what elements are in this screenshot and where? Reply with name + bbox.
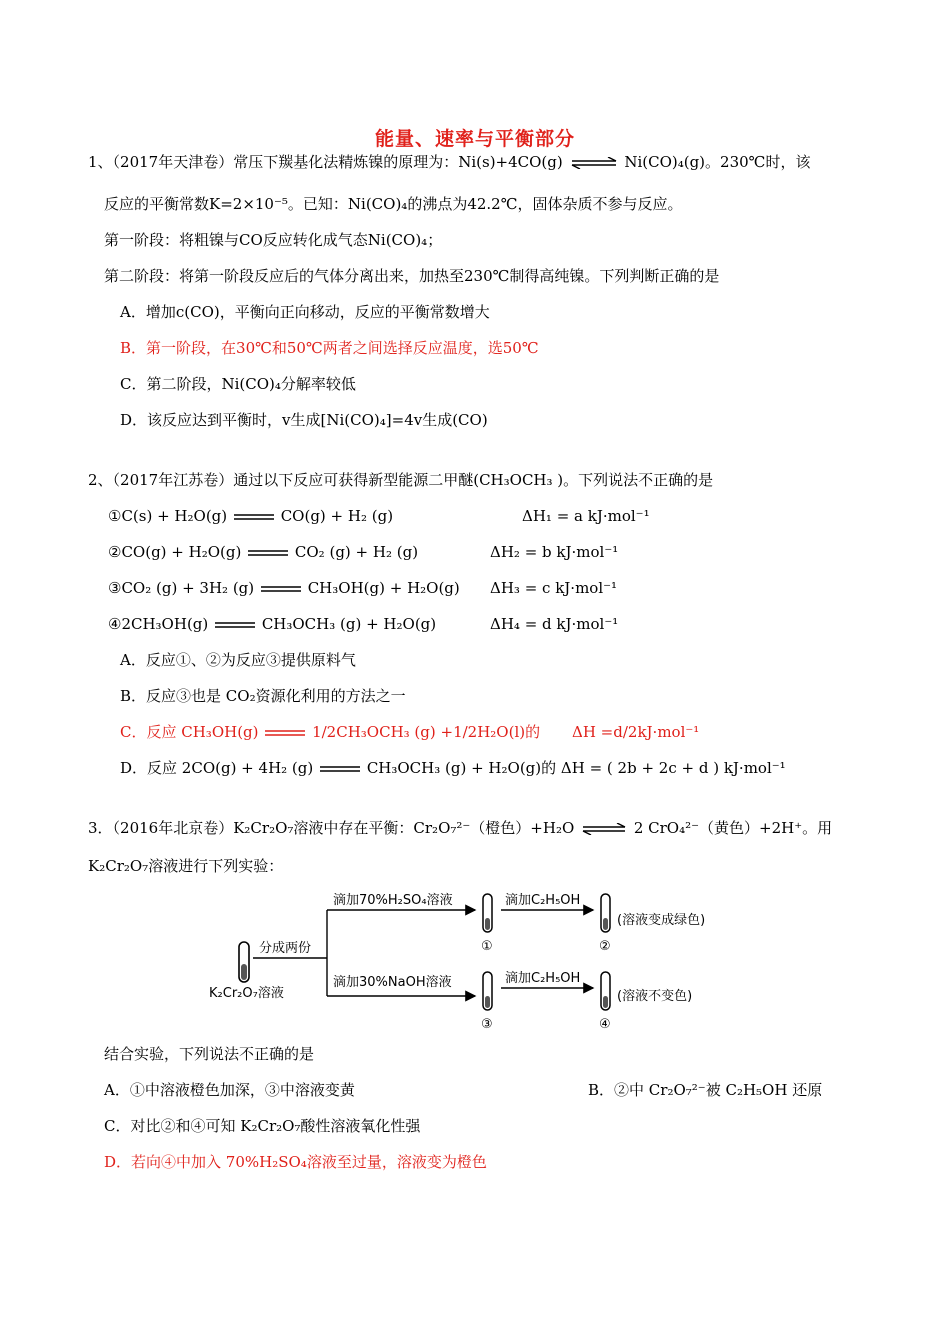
equilibrium-arrow-icon [568, 157, 620, 169]
source-label: K₂Cr₂O₇溶液 [209, 986, 284, 1001]
q3-option-a: A．①中溶液橙色加深，③中溶液变黄 [104, 1081, 355, 1099]
q1-option-b-answer: B．第一阶段，在30℃和50℃两者之间选择反应温度，选50℃ [120, 339, 539, 357]
experiment-diagram [205, 884, 745, 1032]
equals-arrow-icon [246, 548, 290, 558]
q2-c-dh: ΔH =d/2kJ·mol⁻¹ [572, 723, 700, 741]
tube-1-icon [483, 894, 492, 932]
tube-3-icon [483, 972, 492, 1010]
top-result-note: (溶液变成绿色) [617, 913, 706, 928]
q1-option-d: D．该反应达到平衡时，v生成[Ni(CO)₄]=4v生成(CO) [120, 411, 488, 429]
tube-4-icon [601, 972, 610, 1010]
page-title: 能量、速率与平衡部分 [374, 128, 575, 150]
equals-arrow-icon [259, 584, 303, 594]
q2-reaction-3 [108, 578, 460, 598]
q3-option-b: B．②中 Cr₂O₇²⁻被 C₂H₅OH 还原 [588, 1081, 823, 1099]
q3-option-c: C．对比②和④可知 K₂Cr₂O₇酸性溶液氧化性强 [104, 1117, 421, 1135]
top-reagent-label: 滴加70%H₂SO₄溶液 [333, 893, 453, 908]
q2-r4-reactants: ④2CH₃OH(g) [108, 615, 209, 633]
q1-line-1-end: Ni(CO)₄(g)。230℃时，该 [624, 153, 811, 171]
q1-stage-2: 第二阶段：将第一阶段反应后的气体分离出来，加热至230℃制得高纯镍。下列判断正确的是 [104, 267, 720, 285]
q3-line-1 [88, 818, 832, 838]
q3-line-1-start: 3．（2016年北京卷）K₂Cr₂O₇溶液中存在平衡：Cr₂O₇²⁻（橙色）+H₂O [88, 819, 575, 837]
equals-arrow-icon [318, 764, 362, 774]
equals-arrow-icon [263, 728, 307, 738]
q2-dh-2: ΔH₂ = b kJ·mol⁻¹ [490, 543, 619, 561]
q3-line-1-end: 2 CrO₄²⁻（黄色）+2H⁺。用 [633, 819, 833, 837]
tube-2-icon [601, 894, 610, 932]
bottom-ethanol-label: 滴加C₂H₅OH [505, 971, 581, 986]
q1-line-1 [88, 152, 810, 172]
tube-4-label: ④ [599, 1017, 611, 1032]
q2-r2-products: CO₂ (g) + H₂ (g) [294, 543, 419, 561]
q1-option-a: A．增加c(CO)，平衡向正向移动，反应的平衡常数增大 [120, 303, 490, 321]
q2-r1-products: CO(g) + H₂ (g) [280, 507, 394, 525]
split-label: 分成两份 [259, 941, 312, 956]
top-ethanol-label: 滴加C₂H₅OH [505, 893, 581, 908]
q2-r4-products: CH₃OCH₃ (g) + H₂O(g) [261, 615, 437, 633]
q2-reaction-1 [108, 506, 393, 526]
bottom-result-note: (溶液不变色) [617, 989, 693, 1004]
q2-dh-4: ΔH₄ = d kJ·mol⁻¹ [490, 615, 619, 633]
q2-c-products: 1/2CH₃OCH₃ (g) +1/2H₂O(l)的 [312, 723, 541, 741]
equals-arrow-icon [213, 620, 257, 630]
q2-r3-products: CH₃OH(g) + H₂O(g) [307, 579, 460, 597]
q2-reaction-4 [108, 614, 436, 634]
q2-c-reactant: C．反应 CH₃OH(g) [120, 723, 259, 741]
equilibrium-arrow-icon [579, 823, 629, 835]
source-test-tube-icon [239, 942, 249, 982]
bottom-reagent-label: 滴加30%NaOH溶液 [333, 975, 452, 990]
q3-line-2: K₂Cr₂O₇溶液进行下列实验： [88, 857, 284, 875]
q1-line-2: 反应的平衡常数K=2×10⁻⁵。已知：Ni(CO)₄的沸点为42.2℃，固体杂质不参与反应。 [104, 195, 683, 213]
q2-option-b: B．反应③也是 CO₂资源化利用的方法之一 [120, 687, 406, 705]
q2-d-products: CH₃OCH₃ (g) + H₂O(g)的 ΔH = ( 2b + 2c + d ) kJ·mol⁻¹ [366, 759, 786, 777]
tube-3-label: ③ [481, 1017, 493, 1032]
tube-1-label: ① [481, 939, 493, 954]
q1-stage-1: 第一阶段：将粗镍与CO反应转化成气态Ni(CO)₄； [104, 231, 443, 249]
q2-dh-1: ΔH₁ = a kJ·mol⁻¹ [522, 507, 650, 525]
q2-dh-3: ΔH₃ = c kJ·mol⁻¹ [490, 579, 618, 597]
q2-option-d [120, 758, 786, 778]
q2-reaction-2 [108, 542, 418, 562]
q2-r1-reactants: ①C(s) + H₂O(g) [108, 507, 228, 525]
q2-option-a: A．反应①、②为反应③提供原料气 [120, 651, 356, 669]
q1-option-c: C．第二阶段，Ni(CO)₄分解率较低 [120, 375, 356, 393]
q2-r3-reactants: ③CO₂ (g) + 3H₂ (g) [108, 579, 255, 597]
q2-d-reactants: D．反应 2CO(g) + 4H₂ (g) [120, 759, 314, 777]
q3-option-d-answer: D．若向④中加入 70%H₂SO₄溶液至过量，溶液变为橙色 [104, 1153, 487, 1171]
q1-line-1-start: 1、（2017年天津卷）常压下羰基化法精炼镍的原理为：Ni(s)+4CO(g) [88, 153, 563, 171]
q2-option-c-answer [120, 722, 540, 742]
q2-r2-reactants: ②CO(g) + H₂O(g) [108, 543, 242, 561]
tube-2-label: ② [599, 939, 611, 954]
q2-stem: 2、（2017年江苏卷）通过以下反应可获得新型能源二甲醚(CH₃OCH₃ )。下列说法不正确的是 [88, 471, 714, 489]
q3-stem: 结合实验，下列说法不正确的是 [104, 1045, 315, 1063]
equals-arrow-icon [232, 512, 276, 522]
